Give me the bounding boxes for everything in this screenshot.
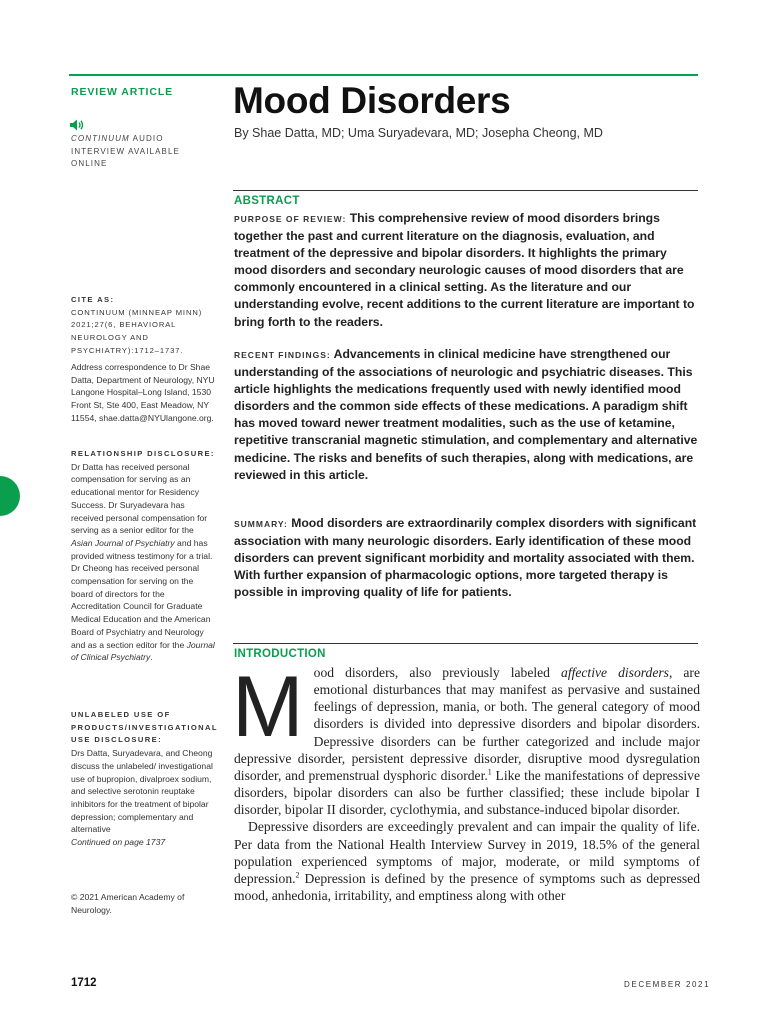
intro-paragraph-2 (234, 818, 700, 904)
speaker-icon[interactable] (69, 118, 85, 132)
intro-paragraph-1 (232, 659, 700, 818)
relationship-disclosure (71, 448, 216, 664)
issue-date: DECEMBER 2021 (624, 980, 711, 989)
citation-text: CONTINUUM (MINNEAP MINN) 2021;27(6, BEHAVIORAL NEUROLOGY AND PSYCHIATRY):1712–1737. (71, 307, 203, 355)
abstract-rule (233, 190, 698, 191)
summary-label: SUMMARY: (234, 519, 288, 529)
abstract-purpose (234, 210, 700, 331)
cite-as-block (71, 294, 216, 358)
relationship-text-c: . (150, 652, 153, 663)
relationship-heading: RELATIONSHIP DISCLOSURE: (71, 449, 215, 458)
unlabeled-use-disclosure (71, 709, 216, 849)
audio-interview-note (71, 133, 211, 171)
abstract-summary (234, 515, 700, 601)
abstract-findings (234, 346, 700, 484)
audio-note-text: AUDIO INTERVIEW AVAILABLE ONLINE (71, 134, 180, 168)
summary-text: Mood disorders are extraordinarily complex disorders with significant association with many neurologic disorders. Early identification of these mood disorders can prevent significant morbidity and mortality associated with them. With further expansion of pharmacologic options, more targeted therapy is possible in improving quality of life for patients. (234, 516, 697, 600)
article-authors: By Shae Datta, MD; Uma Suryadevara, MD; Josepha Cheong, MD (234, 126, 603, 140)
section-tab-marker (0, 476, 20, 516)
purpose-label: PURPOSE OF REVIEW: (234, 214, 347, 224)
reference-2[interactable]: 2 (295, 870, 300, 880)
drop-cap: M (232, 659, 304, 755)
relationship-text (71, 461, 216, 664)
purpose-text: This comprehensive review of mood disorders brings together the past and current literature on the diagnosis, evaluation, and treatment of the depressive and bipolar disorders. It highlights the primary mood disorders and secondary neurologic causes of mood disorders that are commonly encountered in a clinical setting. As the literature and our understanding evolve, recent additions to the current literature are important to bring forth to the readers. (234, 211, 695, 329)
continued-link[interactable]: Continued on page 1737 (71, 837, 166, 848)
p2-text-a: Depressive disorders are exceedingly prevalent and can impair the quality of life. Per data from the National Health Interview Survey in 2019, 18.5% of the general population experienced symptoms of major, moderate, or mild symptoms of depression. (234, 819, 700, 886)
continued-note (71, 836, 216, 849)
findings-label: RECENT FINDINGS: (234, 350, 331, 360)
p1-text-b: , are emotional disturbances that may manifest as pervasive and sustained feelings of depression, mania, or both. The general category of mood disorders is divided into depressive disorders and bipolar disorders. Depressive disorders can be further categorized and include major depressive disorder, persistent depressive disorder, disruptive mood dysregulation disorder, and premenstrual dysphoric disorder. (234, 665, 700, 783)
introduction-body (232, 659, 700, 904)
p1-italic-term: affective disorders (561, 665, 669, 680)
p1-text-a: ood disorders, also previously labeled (313, 665, 562, 680)
cite-heading: CITE AS: (71, 295, 115, 304)
journal-name-1: Asian Journal of Psychiatry (71, 537, 175, 548)
article-title: Mood Disorders (233, 80, 511, 121)
section-label: REVIEW ARTICLE (71, 86, 174, 98)
top-rule (69, 74, 698, 76)
p1-text-c: Like the manifestations of depressive disorders, bipolar disorders can also be further classified; these include bipolar I disorder, bipolar II disorder, cyclothymia, and substance-induced bipolar disorder. (234, 767, 700, 818)
copyright-notice: © 2021 American Academy of Neurology. (71, 892, 185, 915)
introduction-rule (233, 643, 698, 644)
relationship-text-a: Dr Datta has received personal compensation for serving as an educational mentor for Residency Success. Dr Suryadevara has received personal compensation for serving as a senior editor for the (71, 461, 208, 536)
correspondence-address: Address correspondence to Dr Shae Datta, Department of Neurology, NYU Langone Hospital–Long Island, 1530 Front St, Ste 400, East Meadow, NY 11554, shae.datta@NYUlangone.org. (71, 362, 215, 423)
reference-1[interactable]: 1 (487, 767, 492, 777)
findings-text: Advancements in clinical medicine have strengthened our understanding of the associations of neurologic and psychiatric diseases. This article highlights the medications frequently used with newly identified mood disorders and the common side effects of these medications. A paradigm shift has moved toward newer treatment modalities, such as the use of ketamine, repetitive transcranial magnetic stimulation, and complementary and alternative medicine. The risks and benefits of such therapies, along with medications, are reviewed in this article. (234, 347, 698, 482)
unlabeled-text: Drs Datta, Suryadevara, and Cheong discuss the unlabeled/ investigational use of bupropion, divalproex sodium, and selective serotonin reuptake inhibitors for the treatment of bipolar depression; complementary and alternative (71, 748, 213, 835)
introduction-heading: INTRODUCTION (234, 648, 326, 660)
journal-name-2: Journal of Clinical Psychiatry (71, 639, 215, 663)
abstract-heading: ABSTRACT (234, 195, 300, 207)
relationship-text-b: and has provided witness testimony for a trial. Dr Cheong has received personal compensation for serving on the board of directors for the Accreditation Council for Graduate Medical Education and the American Board of Psychiatry and Neurology and as a section editor for the (71, 537, 213, 650)
unlabeled-heading: UNLABELED USE OF PRODUCTS/INVESTIGATIONAL USE DISCLOSURE: (71, 710, 218, 745)
page-number: 1712 (71, 977, 97, 989)
audio-journal-name: CONTINUUM (71, 134, 130, 143)
p2-text-b: Depression is defined by the presence of symptoms such as depressed mood, anhedonia, irritability, and emptiness along with other (234, 870, 700, 904)
